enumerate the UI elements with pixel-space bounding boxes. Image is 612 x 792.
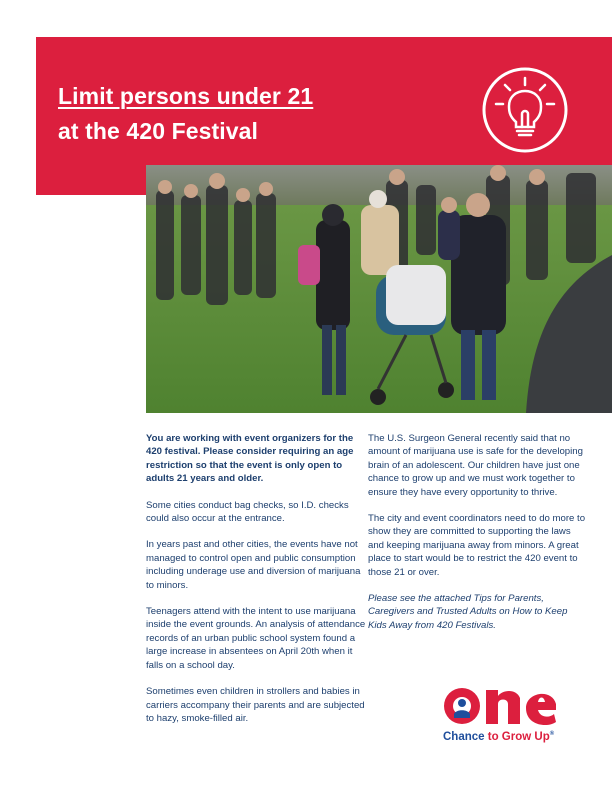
right-column [368, 432, 588, 645]
body-paragraph: Sometimes even children in strollers and babies in carriers accompany their parents and are subjected to hazy, smoke-filled air. [146, 686, 365, 724]
crowd-photo [146, 165, 612, 413]
closing-note: Please see the attached Tips for Parents, Caregivers and Trusted Adults on How to Keep Kids Away from 420 Festivals. [368, 593, 568, 631]
left-column [146, 432, 366, 738]
trademark-symbol: ® [549, 731, 555, 738]
page-title-line1: Limit persons under 21 [58, 83, 314, 109]
logo-tagline-part1: Chance [443, 731, 488, 743]
body-paragraph: Some cities conduct bag checks, so I.D. checks could also occur at the entrance. [146, 499, 349, 525]
body-paragraph: The U.S. Surgeon General recently said that no amount of marijuana use is safe for the developing brain of an adolescent. Our children have just one chance to grow up and we must work together to ensure they have every opportunity to thrive. [368, 433, 583, 498]
body-paragraph: Teenagers attend with the intent to use marijuana inside the event grounds. An analysis of attendance records of an urban public school system found a large increase in absentees on April 20th when it falls on a school day. [146, 606, 366, 671]
body-paragraph: In years past and other cities, the events have not managed to control open and public consumption including underage use and diversion of marijuana to minors. [146, 539, 361, 591]
body-paragraph: The city and event coordinators need to do more to show they are committed to supporting the laws and keeping marijuana away from minors. A great place to start would be to restrict the 420 event to those 21 or over. [368, 513, 586, 578]
intro-paragraph: You are working with event organizers for the 420 festival. Please consider requiring an age restriction so that the event is only open to adults 21 years and older. [146, 433, 354, 485]
logo-tagline-part2: to Grow Up [487, 731, 550, 743]
page-title-line2: at the 420 Festival [58, 118, 259, 144]
logo-tagline [443, 731, 554, 743]
lightbulb-icon [481, 66, 569, 154]
